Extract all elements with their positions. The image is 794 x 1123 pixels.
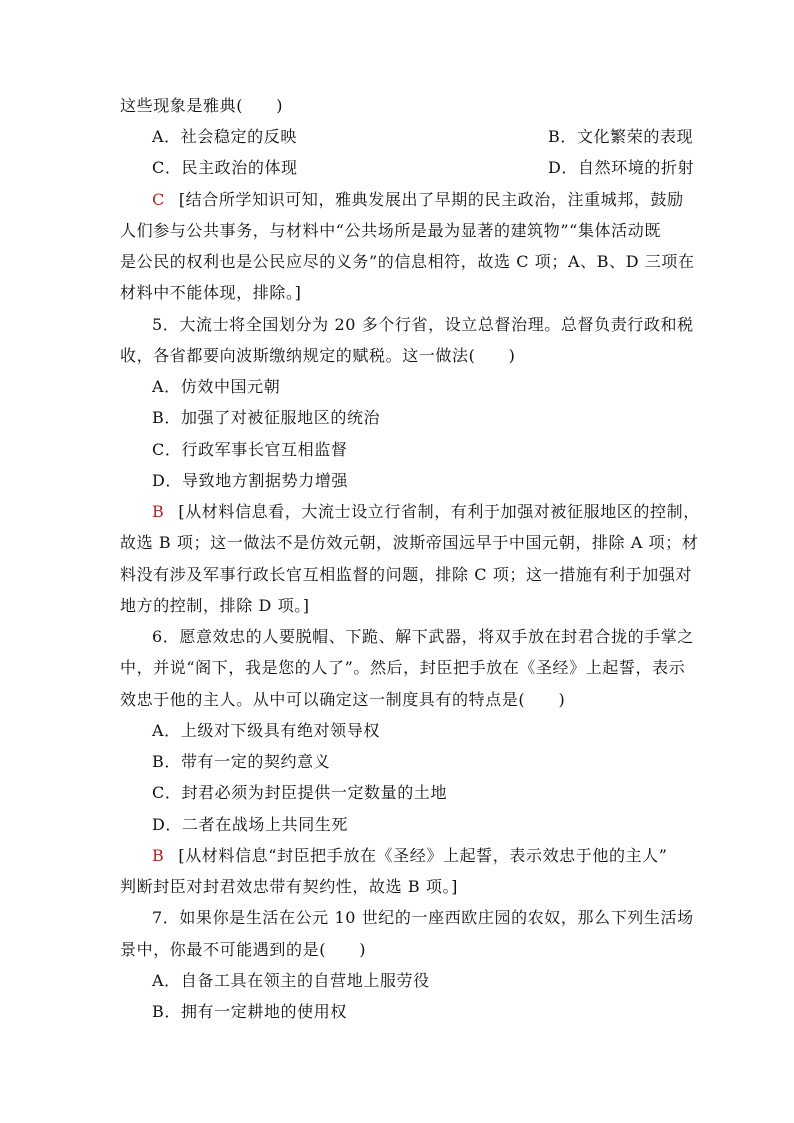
q4-option-d: D．自然环境的折射 bbox=[548, 158, 695, 177]
q6-answer: B bbox=[152, 846, 165, 865]
q6-option-c: C．封君必须为封臣提供一定数量的土地 bbox=[152, 783, 448, 802]
q7-stem-line-2: 景中，你最不可能遇到的是( ) bbox=[120, 940, 367, 959]
q4-option-row-1 bbox=[152, 126, 694, 148]
q5-option-d: D．导致地方割据势力增强 bbox=[152, 471, 349, 490]
q6-stem-line-1: 6．愿意效忠的人要脱帽、下跪、解下武器，将双手放在封君合拢的手掌之 bbox=[152, 627, 694, 646]
q6-explanation-line-2: 判断封臣对封君效忠带有契约性，故选 B 项。] bbox=[120, 877, 458, 896]
q4-explanation-line-4: 材料中不能体现，排除。] bbox=[120, 283, 302, 302]
q4-option-c: C．民主政治的体现 bbox=[152, 158, 298, 177]
q5-explanation-line-4: 地方的控制，排除 D 项。] bbox=[120, 596, 310, 615]
q5-stem-line-2: 收，各省都要向波斯缴纳规定的赋税。这一做法( ) bbox=[120, 346, 516, 365]
q5-explanation-line-3: 料没有涉及军事行政长官互相监督的问题，排除 C 项；这一措施有利于加强对 bbox=[120, 565, 693, 584]
q6-stem-line-3: 效忠于他的主人。从中可以确定这一制度具有的特点是( ) bbox=[120, 690, 566, 709]
q4-option-b: B．文化繁荣的表现 bbox=[548, 127, 694, 146]
q5-explanation-line-2: 故选 B 项；这一做法不是仿效元朝，波斯帝国远早于中国元朝，排除 A 项；材 bbox=[120, 533, 699, 552]
q4-stem-tail: 这些现象是雅典( ) bbox=[120, 96, 284, 115]
q4-option-a: A．社会稳定的反映 bbox=[152, 127, 297, 146]
q6-explanation-line-1: B [从材料信息“封臣把手放在《圣经》上起誓，表示效忠于他的主人” bbox=[152, 846, 668, 865]
q7-stem-line-1: 7．如果你是生活在公元 10 世纪的一座西欧庄园的农奴，那么下列生活场 bbox=[152, 908, 694, 927]
q4-option-row-2 bbox=[152, 157, 695, 179]
q5-option-c: C．行政军事长官互相监督 bbox=[152, 440, 348, 459]
q6-option-d: D．二者在战场上共同生死 bbox=[152, 815, 349, 834]
q4-explanation-line-3: 是公民的权利也是公民应尽的义务”的信息相符，故选 C 项；A、B、D 三项在 bbox=[120, 252, 695, 271]
q5-option-a: A．仿效中国元朝 bbox=[152, 377, 281, 396]
q7-option-a: A．自备工具在领主的自营地上服劳役 bbox=[152, 971, 430, 990]
q4-answer: C bbox=[152, 190, 165, 209]
q6-option-a: A．上级对下级具有绝对领导权 bbox=[152, 721, 380, 740]
q5-answer: B bbox=[152, 502, 165, 521]
q5-option-b: B．加强了对被征服地区的统治 bbox=[152, 408, 381, 427]
q5-stem-line-1: 5．大流士将全国划分为 20 多个行省，设立总督治理。总督负责行政和税 bbox=[152, 315, 694, 334]
q6-stem-line-2: 中，并说“阁下，我是您的人了”。然后，封臣把手放在《圣经》上起誓，表示 bbox=[120, 658, 686, 677]
q5-explanation-line-1: B [从材料信息看，大流士设立行省制，有利于加强对被征服地区的控制， bbox=[152, 502, 700, 521]
q4-explanation-line-2: 人们参与公共事务，与材料中“公共场所是最为显著的建筑物”“集体活动既 bbox=[120, 221, 661, 240]
q7-option-b: B．拥有一定耕地的使用权 bbox=[152, 1002, 347, 1021]
q6-option-b: B．带有一定的契约意义 bbox=[152, 752, 331, 771]
q4-explanation-line-1: C [结合所学知识可知，雅典发展出了早期的民主政治，注重城邦，鼓励 bbox=[152, 190, 684, 209]
